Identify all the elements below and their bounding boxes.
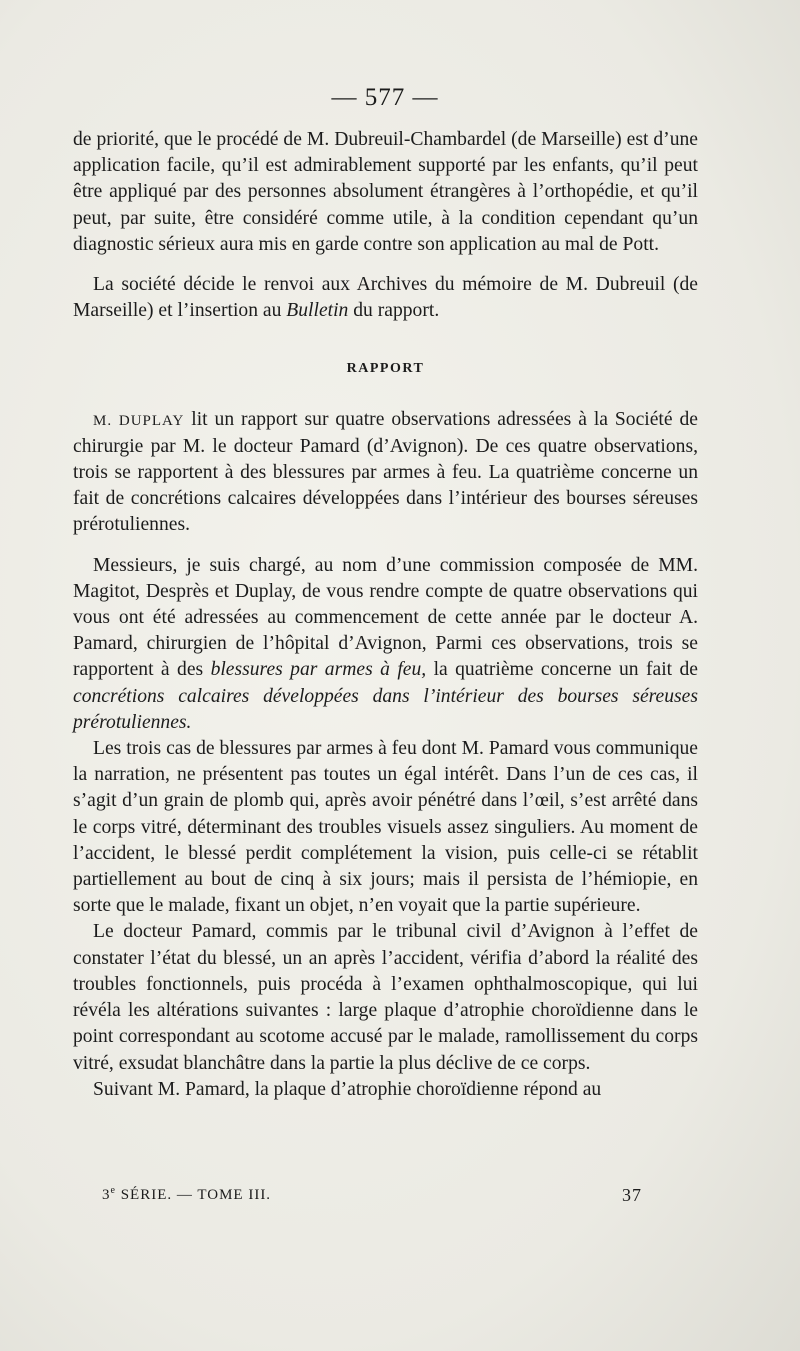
speaker-name: M. DUPLAY (93, 412, 185, 429)
series-number: 3 (102, 1187, 111, 1203)
body-text (73, 127, 698, 1103)
paragraph-3 (73, 407, 698, 539)
paragraph-4 (73, 553, 698, 736)
paragraph-2 (73, 272, 698, 324)
paragraph-4-mid: la quatrième concerne un fait de (426, 659, 698, 681)
paragraph-3-text: lit un rapport sur quatre observations adressées à la Société de chirurgie par M. le docteur Pamard (d’Avignon). De ces quatre observations, trois se rapportent à des blessures par armes à feu. La quatrième concerne un fait de concrétions calcaires développées dans l’intérieur des bourses séreuses prérotuliennes. (73, 408, 698, 536)
paragraph-4-text: Messieurs, je suis chargé, au nom d’une commission composée de MM. Magitot, Desprès et Duplay, de vous rendre compte de quatre observations qui vous ont été adressées au commencement de cette année par le docteur A. Pamard, chirurgien de l’hôpital d’Avignon, Parmi ces observations, trois se rapportent à des (73, 554, 698, 681)
paragraph-2-end: du rapport. (348, 300, 440, 322)
series-label (102, 1185, 271, 1204)
series-text: SÉRIE. — TOME III. (115, 1187, 272, 1203)
paragraph-4-italic-2: concrétions calcaires développées dans l’intérieur des bourses séreuses prérotuliennes. (73, 685, 698, 733)
paragraph-6: Le docteur Pamard, commis par le tribunal civil d’Avignon à l’effet de constater l’état du blessé, un an après l’accident, vérifia d’abord la réalité des troubles fonctionnels, puis procéda à l’examen ophthalmoscopique, qui lui révéla les altérations suivantes : large plaque d’atrophie choroïdienne dans le point correspondant au scotome accusé par le malade, ramollissement du corps vitré, exsudat blanchâtre dans la partie la plus déclive de ce corps. (73, 921, 698, 1074)
series-superscript: e (110, 1185, 116, 1196)
paragraph-5: Les trois cas de blessures par armes à feu dont M. Pamard vous communique la narration, ne présentent pas toutes un égal intérêt. Dans l’un de ces cas, il s’agit d’un grain de plomb qui, après avoir pénétré dans l’œil, s’est arrêté dans le corps vitré, déterminant des troubles visuels assez singuliers. Au moment de l’accident, le blessé perdit complétement la vision, puis celle-ci se rétablit partiellement au bout de cinq à six jours; mais il persista de l’hémiopie, en sorte que le malade, fixant un objet, n’en voyait que la partie supérieure. (73, 738, 698, 917)
page-number: — 577 — (331, 84, 439, 111)
bulletin-italic: Bulletin (286, 300, 349, 322)
section-heading: RAPPORT (346, 361, 425, 377)
paragraph-4-italic-1: blessures par armes à feu, (210, 659, 427, 681)
paragraph-2-text: La société décide le renvoi aux Archives du mémoire de M. Dubreuil (de Marseille) et l’insertion au (73, 274, 698, 322)
paragraph-7: Suivant M. Pamard, la plaque d’atrophie choroïdienne répond au (93, 1078, 602, 1100)
signature-number: 37 (622, 1185, 642, 1205)
paragraph-1: de priorité, que le procédé de M. Dubreuil-Chambardel (de Marseille) est d’une application facile, qu’il est admirablement supporté par les enfants, qu’il peut être appliqué par des personnes absolument étrangères à l’orthopédie, et qu’il peut, par suite, être considéré comme utile, à la condition cependant qu’un diagnostic sérieux aura mis en garde contre son application au mal de Pott. (73, 129, 698, 255)
